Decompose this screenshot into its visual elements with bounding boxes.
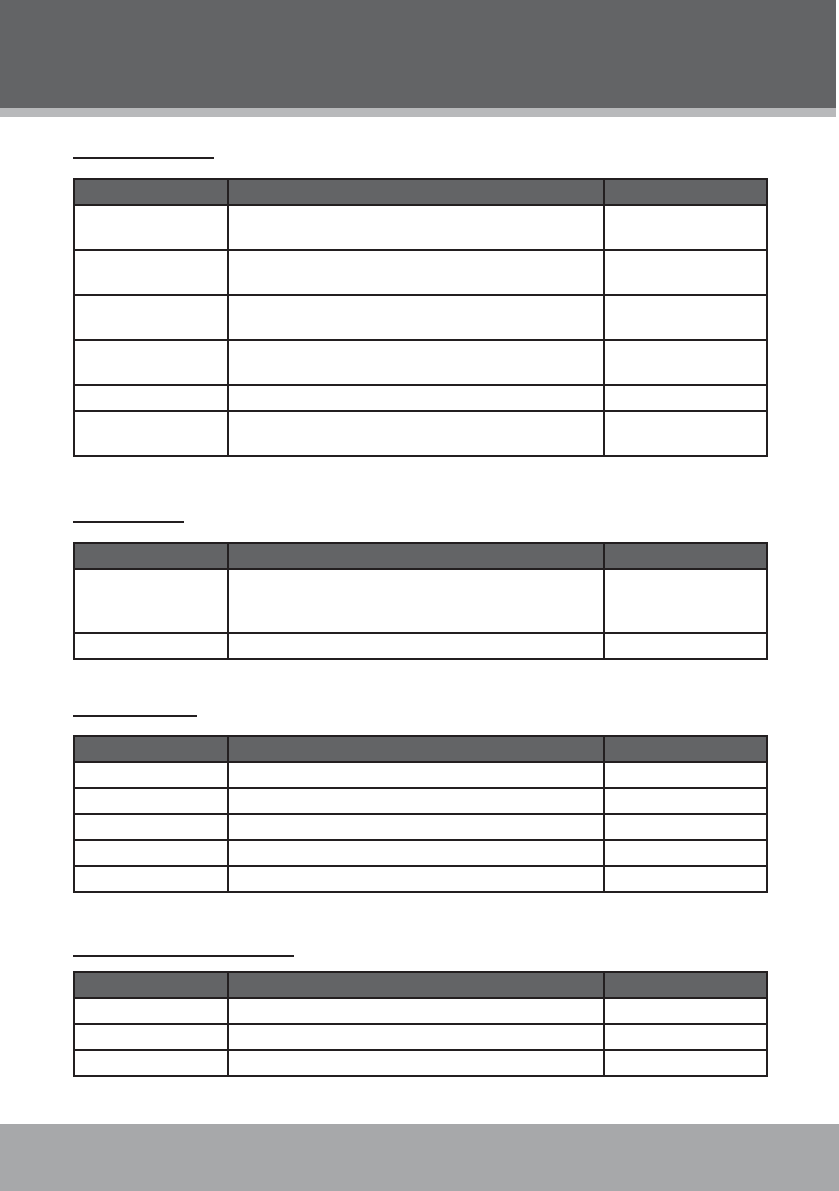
table-cell — [604, 340, 767, 385]
section-title — [73, 518, 184, 523]
table-cell — [228, 788, 603, 814]
table-cell — [74, 385, 228, 411]
table-cell — [228, 840, 603, 866]
table-cell — [228, 866, 603, 892]
section-title — [73, 952, 294, 957]
table-row — [74, 788, 767, 814]
table-cell — [604, 385, 767, 411]
table-row — [74, 998, 767, 1024]
section-title — [73, 154, 214, 159]
table-header-cell — [604, 543, 767, 569]
table-cell — [604, 205, 767, 250]
table-cell — [228, 205, 603, 250]
table-cell — [604, 295, 767, 340]
table-row — [74, 205, 767, 250]
table-cell — [604, 1024, 767, 1050]
table-cell — [604, 250, 767, 295]
spec-table — [73, 178, 768, 457]
table-header-row — [74, 543, 767, 569]
table-row — [74, 1050, 767, 1076]
table-cell — [74, 1024, 228, 1050]
page-header-band — [0, 0, 839, 108]
table-row — [74, 340, 767, 385]
table-header-cell — [604, 179, 767, 205]
spec-table — [73, 735, 768, 893]
table-cell — [604, 1050, 767, 1076]
table-row — [74, 250, 767, 295]
table-cell — [74, 205, 228, 250]
table-cell — [228, 998, 603, 1024]
table-header-cell — [228, 972, 603, 998]
table-cell — [228, 569, 603, 633]
table-cell — [604, 411, 767, 456]
table-cell — [74, 788, 228, 814]
spec-table — [73, 971, 768, 1077]
table-cell — [228, 385, 603, 411]
table-cell — [74, 840, 228, 866]
table-cell — [604, 998, 767, 1024]
table-cell — [228, 295, 603, 340]
table-cell — [604, 762, 767, 788]
table-cell — [228, 814, 603, 840]
table-cell — [74, 762, 228, 788]
table-cell — [74, 814, 228, 840]
table-cell — [74, 998, 228, 1024]
table-header-cell — [228, 543, 603, 569]
table-header-cell — [74, 543, 228, 569]
table-header-cell — [228, 736, 603, 762]
table-row — [74, 411, 767, 456]
table-header-cell — [604, 972, 767, 998]
table-cell — [228, 1050, 603, 1076]
table-cell — [228, 411, 603, 456]
table-row — [74, 814, 767, 840]
table-cell — [604, 866, 767, 892]
table-header-cell — [74, 736, 228, 762]
page-header-shadow — [0, 108, 839, 117]
table-cell — [604, 814, 767, 840]
table-cell — [74, 633, 228, 659]
table-cell — [604, 633, 767, 659]
table-cell — [74, 866, 228, 892]
table-row — [74, 633, 767, 659]
table-header-cell — [74, 972, 228, 998]
table-cell — [74, 250, 228, 295]
table-cell — [74, 411, 228, 456]
table-row — [74, 1024, 767, 1050]
table-cell — [228, 340, 603, 385]
table-header-cell — [604, 736, 767, 762]
table-row — [74, 295, 767, 340]
table-header-row — [74, 179, 767, 205]
table-cell — [228, 762, 603, 788]
table-row — [74, 762, 767, 788]
spec-table — [73, 542, 768, 660]
table-header-row — [74, 736, 767, 762]
table-cell — [228, 633, 603, 659]
table-cell — [74, 1050, 228, 1076]
table-cell — [74, 569, 228, 633]
table-row — [74, 569, 767, 633]
table-header-cell — [228, 179, 603, 205]
table-row — [74, 385, 767, 411]
table-cell — [604, 840, 767, 866]
table-row — [74, 840, 767, 866]
table-cell — [228, 1024, 603, 1050]
table-cell — [604, 788, 767, 814]
table-header-row — [74, 972, 767, 998]
table-cell — [228, 250, 603, 295]
section-title — [73, 712, 197, 717]
page-footer-band — [0, 1124, 839, 1191]
table-header-cell — [74, 179, 228, 205]
table-cell — [74, 295, 228, 340]
table-cell — [604, 569, 767, 633]
table-row — [74, 866, 767, 892]
table-cell — [74, 340, 228, 385]
